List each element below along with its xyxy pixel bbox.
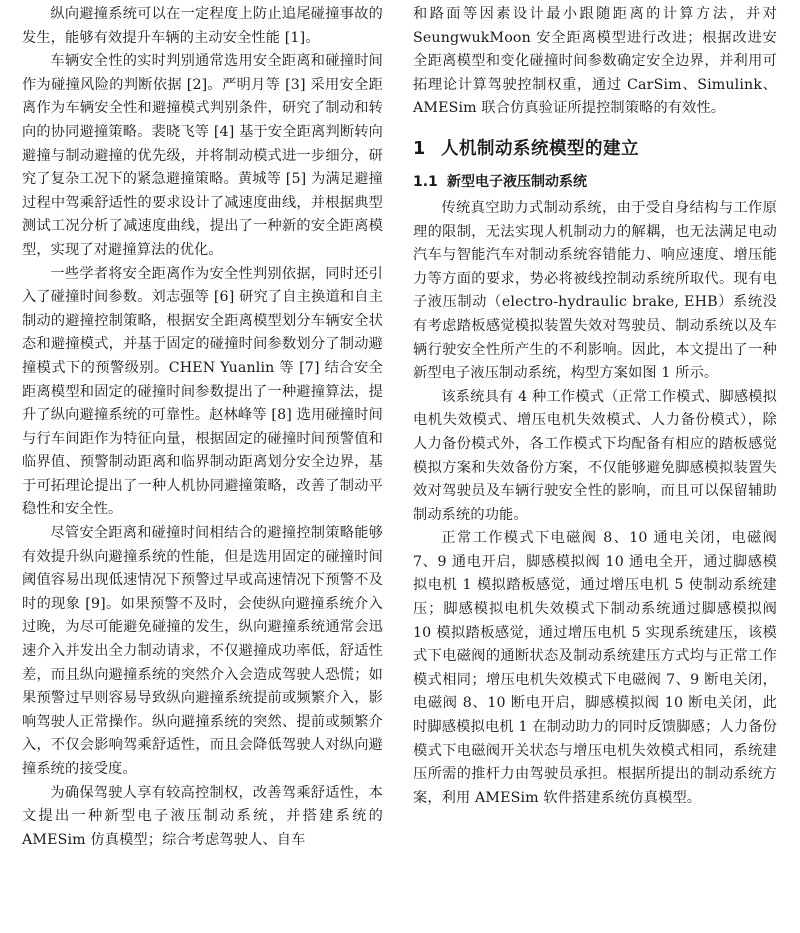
subsection-number: 1.1 bbox=[413, 173, 438, 190]
paragraph-ehb-system: 传统真空助力式制动系统，由于受自身结构与工作原理的限制，无法实现人机制动力的解耦，也无法满足电动汽车与智能汽车对制动系统容错能力、响应速度、增压能力等方面的要求，势必将被线控制动系统所取代。现有电子液压制动（electro-hydraulic brake, EHB）系统没有考虑踏板感觉模拟装置失效对驾驶员、制动系统以及车辆行驶安全性所产生的不利影响。因此，本文提出了一种新型电子液压制动系统，构型方案如图 1 所示。 bbox=[413, 199, 777, 382]
paragraph-safety-distance: 车辆安全性的实时判别通常选用安全距离和碰撞时间作为碰撞风险的判断依据 [2]。严明月等 [3] 采用安全距离作为车辆安全性和避撞模式判别条件，研究了制动和转向的协同避撞策略。裴晓飞等 [4] 基于安全距离判断转向避撞与制动避撞的优先级，并将制动模式进一步细分，研究了复杂工况下的紧急避撞策略。黄城等 [5] 为满足避撞过程中驾乘舒适性的要求设计了减速度曲线，并根据典型测试工况分析了减速度曲线，提出了一种新的安全距离模型，实现了对避撞算法的优化。 bbox=[22, 53, 383, 258]
subsection-heading bbox=[413, 171, 777, 193]
paragraph-proposal: 为确保驾驶人享有较高控制权，改善驾乘舒适性，本文提出一种新型电子液压制动系统，并搭建系统的 AMESim 仿真模型；综合考虑驾驶人、自车 bbox=[22, 784, 383, 848]
paragraph-collision-time: 一些学者将安全距离作为安全性判别依据，同时还引入了碰撞时间参数。刘志强等 [6] 研究了自主换道和自主制动的避撞控制策略，根据安全距离模型划分车辆安全状态和避撞模式，并基于固定的碰撞时间参数划分了制动避撞模式下的预警级别。CHEN Yuanlin 等 [7] 结合安全距离模型和固定的碰撞时间参数提出了一种避撞算法，提升了纵向避撞系统的可靠性。赵林峰等 [8] 选用碰撞时间与行车间距作为特征向量，根据固定的碰撞时间预警值和临界值、预警制动距离和临界制动距离划分安全边界，基于可拓理论提出了一种人机协同避撞策略，改善了制动平稳性和安全性。 bbox=[22, 265, 383, 518]
paragraph-proposal-continued: 和路面等因素设计最小跟随距离的计算方法，并对 SeungwukMoon 安全距离模型进行改进；根据改进安全距离模型和变化碰撞时间参数确定安全边界，并利用可拓理论计算驾驶控制权重，通过 CarSim、Simulink、AMESim 联合仿真验证所提控制策略的有效性。 bbox=[413, 6, 777, 117]
right-column bbox=[413, 0, 777, 810]
section-title: 人机制动系统模型的建立 bbox=[441, 138, 639, 159]
section-number: 1 bbox=[413, 138, 426, 159]
paragraph-threshold-problem: 尽管安全距离和碰撞时间相结合的避撞控制策略能够有效提升纵向避撞系统的性能，但是选用固定的碰撞时间阈值容易出现低速情况下预警过早或高速情况下预警不及时的现象 [9]。如果预警不及时，会使纵向避撞系统介入过晚，为尽可能避免碰撞的发生，纵向避撞系统通常会迅速介入并发出全力制动请求，不仅避撞成功率低，舒适性差，而且纵向避撞系统的突然介入会造成驾驶人恐慌；如果预警过早则容易导致纵向避撞系统提前或频繁介入，影响驾驶人正常操作。纵向避撞系统的突然、提前或频繁介入，不仅会影响驾乘舒适性，而且会降低驾驶人对纵向避撞系统的接受度。 bbox=[22, 525, 383, 777]
paragraph-intro: 纵向避撞系统可以在一定程度上防止追尾碰撞事故的发生，能够有效提升车辆的主动安全性能 [1]。 bbox=[22, 6, 383, 46]
subsection-title: 新型电子液压制动系统 bbox=[447, 173, 587, 190]
paragraph-work-modes: 该系统具有 4 种工作模式（正常工作模式、脚感模拟电机失效模式、增压电机失效模式、人力备份模式），除人力备份模式外，各工作模式下均配备有相应的踏板感觉模拟方案和失效备份方案，不仅能够避免脚感模拟装置失效对驾驶员及车辆行驶安全性的影响，而且可以保留辅助制动系统的功能。 bbox=[413, 388, 777, 523]
left-column bbox=[22, 0, 383, 852]
section-heading bbox=[413, 137, 777, 161]
paragraph-mode-details: 正常工作模式下电磁阀 8、10 通电关闭，电磁阀 7、9 通电开启，脚感模拟阀 10 通电全开，通过脚感模拟电机 1 模拟踏板感觉，通过增压电机 5 使制动系统建压；脚感模拟电机失效模式下制动系统通过脚感模拟阀 10 模拟踏板感觉，通过增压电机 5 实现系统建压，该模式下电磁阀的通断状态及制动系统建压方式均与正常工作模式相同；增压电机失效模式下电磁阀 7、9 断电关闭，电磁阀 8、10 断电开启，脚感模拟阀 10 断电关闭，此时脚感模拟电机 1 在制动助力的同时反馈脚感；人力备份模式下电磁阀开关状态与增压电机失效模式相同，系统建压所需的推杆力由驾驶员承担。根据所提出的制动系统方案，利用 AMESim 软件搭建系统仿真模型。 bbox=[413, 530, 777, 806]
